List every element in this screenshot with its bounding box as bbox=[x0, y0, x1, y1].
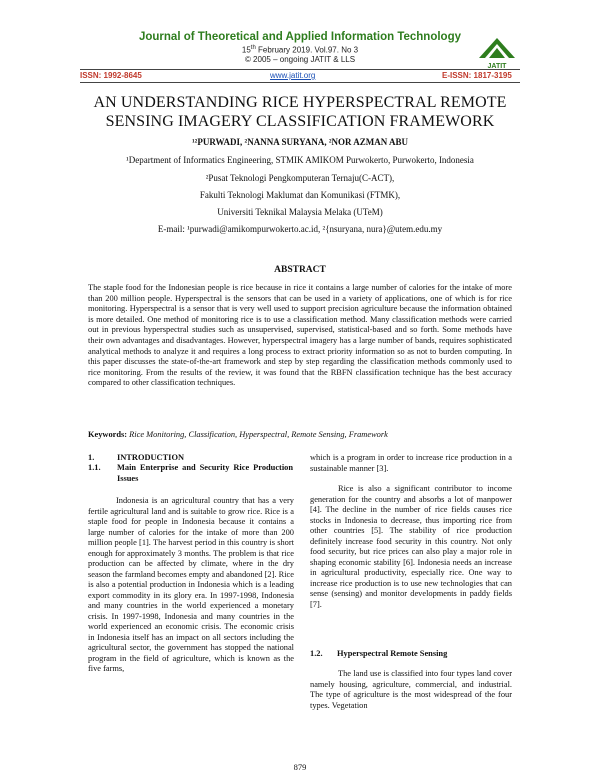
abstract-heading: ABSTRACT bbox=[274, 265, 326, 275]
land-use-paragraph: The land use is classified into four types land cover namely housing, agriculture, commercial, and industrial. The type of agriculture is the most widespread of the four types. Vegetation bbox=[310, 669, 512, 710]
affiliation-3: Fakulti Teknologi Maklumat dan Komunikasi (FTMK), bbox=[199, 190, 401, 200]
copyright-line: © 2005 – ongoing JATIT & LLS bbox=[244, 55, 356, 64]
intro-paragraph-continued: which is a program in order to increase rice production in a sustainable manner [3]. bbox=[310, 453, 512, 473]
section-1-1-title: Main Enterprise and Security Rice Production Issues bbox=[117, 463, 293, 483]
left-column-body bbox=[88, 496, 294, 675]
eissn: E-ISSN: 1817-3195 bbox=[442, 71, 512, 80]
issue-rest: February 2019. Vol.97. No 3 bbox=[255, 45, 359, 55]
authors: ¹²PURWADI, ²NANNA SURYANA, ²NOR AZMAN ABU bbox=[191, 137, 409, 147]
intro-paragraph: Indonesia is an agricultural country that has a very fertile agricultural land and is suitable to grow rice. Rice is a staple food for people in Indonesia because it contains a large number of calories for the intake of more than 200 million people [1]. The harvest period in this country is short enough for approximately 3 months. The problem is that rice production can be affected by climate, where in the dry season the farmland becomes empty and abandoned [2]. Rice is also a potential production in Indonesia which is a leading export commodity in its glory era. In 1997-1998, Indonesia and many countries in the world experienced a monetary crisis. In 1997-1998, Indonesia and many countries in the world experienced an economic crisis. The economic crisis in Indonesia itself has an impact on all sectors including the agricultural sector, the government has stopped the national program in the field of agriculture, which is known as the five farms, bbox=[88, 496, 294, 673]
keywords bbox=[88, 430, 512, 439]
right-column-body bbox=[310, 453, 512, 610]
issn: ISSN: 1992-8645 bbox=[80, 71, 142, 80]
right-column-body-2 bbox=[310, 669, 512, 711]
paper-title: AN UNDERSTANDING RICE HYPERSPECTRAL REMOTE SENSING IMAGERY CLASSIFICATION FRAMEWORK bbox=[93, 94, 507, 130]
section-1-number: 1. bbox=[88, 453, 95, 462]
journal-title: Journal of Theoretical and Applied Information Technology bbox=[138, 31, 462, 43]
keywords-label: Keywords: bbox=[88, 430, 128, 439]
jatit-logo bbox=[477, 36, 517, 72]
page-number: 879 bbox=[293, 762, 307, 772]
logo-text: JATIT bbox=[487, 63, 507, 70]
rice-contributor-paragraph: Rice is also a significant contributor to income generation for the country and absorbs a lot of manpower [4]. The decline in the number of rice fields causes rice stocks in Indonesia to decrease, thus importing rice from other countries [5]. The stability of rice production definitely increase food security in this country. Not only food security, but rice prices can also play a major role in shaping economic stability [6]. Indonesia needs an increase in agricultural productivity, especially rice. One way to increase rice production is to use new technologies that can sense (sensing) and monitor developments in paddy fields [7]. bbox=[310, 484, 512, 609]
section-1-2-title: Hyperspectral Remote Sensing bbox=[337, 649, 448, 658]
keywords-list: Rice Monitoring, Classification, Hyperspectral, Remote Sensing, Framework bbox=[129, 430, 388, 439]
issue-day: 15 bbox=[241, 45, 251, 55]
email-line: E-mail: ¹purwadi@amikompurwokerto.ac.id, ²{nsuryana, nura}@utem.edu.my bbox=[157, 224, 443, 234]
affiliation-4: Universiti Teknikal Malaysia Melaka (UTeM) bbox=[217, 207, 383, 217]
affiliation-2: ²Pusat Teknologi Pengkomputeran Ternaju(C-ACT), bbox=[205, 173, 395, 183]
header-rule-bottom bbox=[80, 82, 520, 83]
affiliation-1: ¹Department of Informatics Engineering, STMIK AMIKOM Purwokerto, Purwokerto, Indonesia bbox=[126, 155, 474, 165]
issue-day-suffix: th bbox=[250, 45, 256, 51]
journal-url-link[interactable]: www.jatit.org bbox=[270, 71, 316, 80]
section-1-2-number: 1.2. bbox=[310, 649, 323, 658]
jatit-logo-icon bbox=[477, 36, 517, 72]
section-1-1-number: 1.1. bbox=[88, 463, 101, 472]
header-rule-top bbox=[80, 69, 520, 70]
section-1-title: INTRODUCTION bbox=[117, 453, 185, 462]
abstract-text: The staple food for the Indonesian people is rice because in rice it contains a large number of calories for the intake of more than 200 million people. Hyperspectral is the sensors that can be used in a variety of applications, one of which is for rice monitoring. Hyperspectral is a sensor that is very well used to support precision agriculture because the information obtained is more detailed. One method of monitoring rice is to use a classification method. Many classification methods were carried out in previous hyperspectral studies such as unsupervised, supervised, statistical-based and so forth. Some methods have their own advantages and disadvantages. However, hyperspectral imagery has a large number of bands, requires sophisticated analytical methods to analyze it and requires a long process to extract priority information so as not to burden computing. In this paper discusses the state-of-the-art framework and step by step regarding the classification methods commonly used to rice monitoring. From the results of the review, it was found that the RBFN classification technique has the best accuracy compared to other classification techniques. bbox=[88, 283, 512, 388]
